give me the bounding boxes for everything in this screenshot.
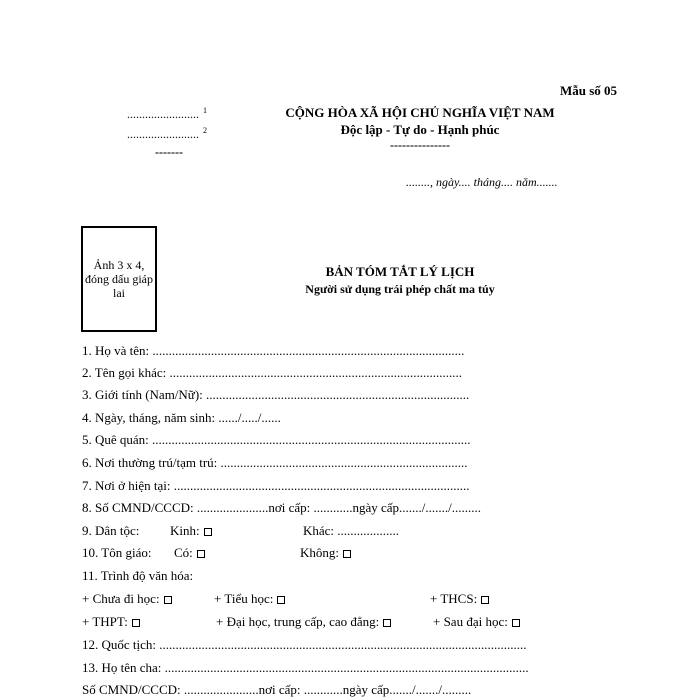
ethnicity-kinh-option[interactable] <box>170 523 212 539</box>
education-postgraduate-checkbox[interactable] <box>512 619 520 627</box>
field-id-card: 8. Số CMND/CCCD: ......................nơi cấp: ............ngày cấp......./......./......... <box>82 500 482 515</box>
field-father-id-card: Số CMND/CCCD: .......................nơi cấp: ............ngày cấp......./......./......... <box>82 682 472 697</box>
issuer-line-1-text: ........................ <box>127 107 199 121</box>
education-highschool-option[interactable] <box>82 614 140 630</box>
photo-box-label: Ảnh 3 x 4, đóng dấu giáp lai <box>85 258 153 300</box>
education-none-label: + Chưa đi học: <box>82 591 160 606</box>
motto-divider: --------------- <box>390 138 450 152</box>
field-nationality: 12. Quốc tịch: ................................................................................................................. <box>82 637 527 652</box>
motto: Độc lập - Tự do - Hạnh phúc <box>340 122 500 137</box>
form-number: Mẫu số 05 <box>560 83 618 98</box>
footnote-1: 1 <box>203 106 207 115</box>
country-name: CỘNG HÒA XÃ HỘI CHỦ NGHĨA VIỆT NAM <box>285 105 555 120</box>
document-subtitle: Người sử dụng trái phép chất ma túy <box>305 282 495 296</box>
photo-box <box>81 226 157 332</box>
ethnicity-other-option: Khác: ................... <box>303 523 400 538</box>
field-date-of-birth: 4. Ngày, tháng, năm sinh: ....../...../...... <box>82 410 281 425</box>
issuer-divider: ------- <box>155 145 183 159</box>
document-title: BẢN TÓM TẮT LÝ LỊCH <box>325 264 475 279</box>
field-hometown: 5. Quê quán: .................................................................................................. <box>82 432 471 447</box>
education-highschool-label: + THPT: <box>82 614 128 629</box>
religion-yes-checkbox[interactable] <box>197 550 205 558</box>
education-none-checkbox[interactable] <box>164 596 172 604</box>
field-current-address: 7. Nơi ở hiện tại: ........................................................................................... <box>82 478 470 493</box>
field-education-label: 11. Trình độ văn hóa: <box>82 568 194 583</box>
religion-yes-label: Có: <box>174 545 193 560</box>
education-none-option[interactable] <box>82 591 172 607</box>
education-university-checkbox[interactable] <box>383 619 391 627</box>
religion-no-label: Không: <box>300 545 339 560</box>
field-religion-label: 10. Tôn giáo: <box>82 545 152 560</box>
education-secondary-label: + THCS: <box>430 591 478 606</box>
education-secondary-checkbox[interactable] <box>481 596 489 604</box>
field-gender: 3. Giới tính (Nam/Nữ): ................................................................................. <box>82 387 470 402</box>
religion-no-checkbox[interactable] <box>343 550 351 558</box>
ethnicity-kinh-checkbox[interactable] <box>204 528 212 536</box>
date-line: ........, ngày.... tháng.... năm....... <box>406 175 558 189</box>
religion-no-option[interactable] <box>300 545 351 561</box>
education-university-label: + Đại học, trung cấp, cao đẳng: <box>216 614 380 629</box>
issuer-line-2-text: ........................ <box>127 127 199 141</box>
education-primary-option[interactable] <box>214 591 285 607</box>
religion-yes-option[interactable] <box>174 545 205 561</box>
field-ethnicity-label: 9. Dân tộc: <box>82 523 140 538</box>
footnote-2: 2 <box>203 126 207 135</box>
field-father-name: 13. Họ tên cha: ................................................................................................................ <box>82 660 529 675</box>
education-highschool-checkbox[interactable] <box>132 619 140 627</box>
education-postgraduate-option[interactable] <box>433 614 520 630</box>
issuer-line-2 <box>127 126 207 142</box>
education-university-option[interactable] <box>216 614 391 630</box>
education-primary-label: + Tiểu học: <box>214 591 274 606</box>
field-full-name: 1. Họ và tên: ................................................................................................ <box>82 343 465 358</box>
education-postgraduate-label: + Sau đại học: <box>433 614 508 629</box>
ethnicity-kinh-label: Kinh: <box>170 523 200 538</box>
field-residence: 6. Nơi thường trú/tạm trú: ............................................................................ <box>82 455 468 470</box>
issuer-line-1 <box>127 106 207 122</box>
education-primary-checkbox[interactable] <box>277 596 285 604</box>
education-secondary-option[interactable] <box>430 591 489 607</box>
field-other-name: 2. Tên gọi khác: .......................................................................................... <box>82 365 462 380</box>
